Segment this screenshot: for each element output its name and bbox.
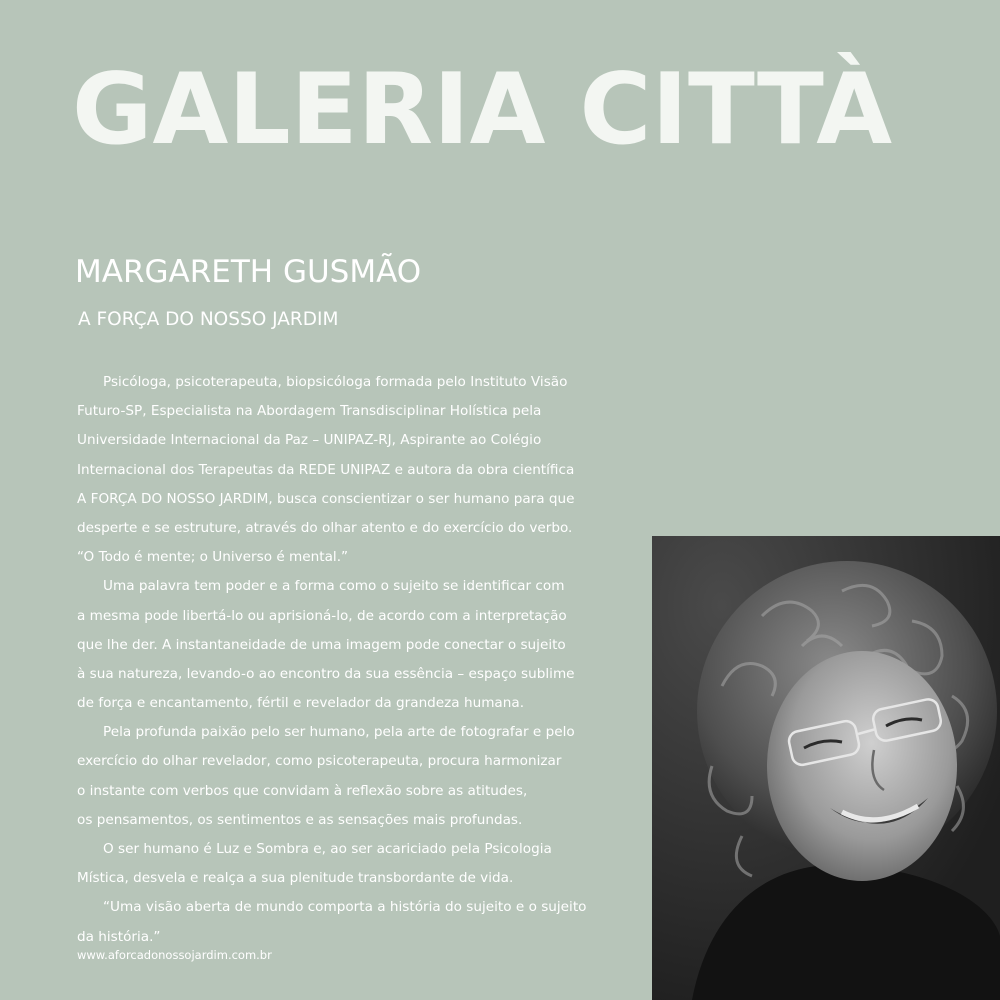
bio-line: A FORÇA DO NOSSO JARDIM, busca conscientizar o ser humano para que (77, 490, 575, 507)
portrait-illustration (652, 536, 1000, 1000)
bio-line: exercício do olhar revelador, como psicoterapeuta, procura harmonizar (77, 753, 562, 770)
bio-quote: “O Todo é mente; o Universo é mental.” (77, 549, 349, 566)
exhibition-title: A FORÇA DO NOSSO JARDIM (78, 309, 339, 330)
artist-portrait-photo (652, 536, 1000, 1000)
bio-line: que lhe der. A instantaneidade de uma imagem pode conectar o sujeito (77, 636, 566, 653)
bio-line: Uma palavra tem poder e a forma como o sujeito se identificar com (103, 578, 565, 595)
artist-bio (77, 368, 652, 952)
website-url: www.aforcadonossojardim.com.br (77, 948, 272, 962)
bio-line: Mística, desvela e realça a sua plenitude transbordante de vida. (77, 870, 514, 887)
bio-line: O ser humano é Luz e Sombra e, ao ser acariciado pela Psicologia (103, 841, 552, 857)
bio-line: Futuro-SP, Especialista na Abordagem Transdisciplinar Holística pela (77, 403, 542, 420)
bio-line: Internacional dos Terapeutas da REDE UNIPAZ e autora da obra científica (77, 461, 575, 478)
bio-line: a mesma pode libertá-lo ou aprisioná-lo, de acordo com a interpretação (77, 607, 567, 624)
bio-quote: da história.” (77, 928, 161, 945)
bio-line: o instante com verbos que convidam à reflexão sobre as atitudes, (77, 782, 528, 799)
bio-line: Pela profunda paixão pelo ser humano, pela arte de fotografar e pelo (103, 724, 575, 741)
bio-line: Universidade Internacional da Paz – UNIPAZ-RJ, Aspirante ao Colégio (77, 432, 542, 449)
bio-line: Psicóloga, psicoterapeuta, biopsicóloga formada pelo Instituto Visão (103, 374, 568, 390)
bio-line: de força e encantamento, fértil e revelador da grandeza humana. (77, 695, 525, 712)
artist-name: MARGARETH GUSMÃO (75, 254, 422, 290)
bio-line: desperte e se estruture, através do olhar atento e do exercício do verbo. (77, 519, 573, 536)
bio-quote: “Uma visão aberta de mundo comporta a história do sujeito e o sujeito (103, 899, 587, 916)
gallery-title: GALERIA CITTÀ (72, 53, 893, 167)
bio-line: os pensamentos, os sentimentos e as sensações mais profundas. (77, 811, 523, 828)
bio-line: à sua natureza, levando-o ao encontro da sua essência – espaço sublime (77, 665, 575, 682)
